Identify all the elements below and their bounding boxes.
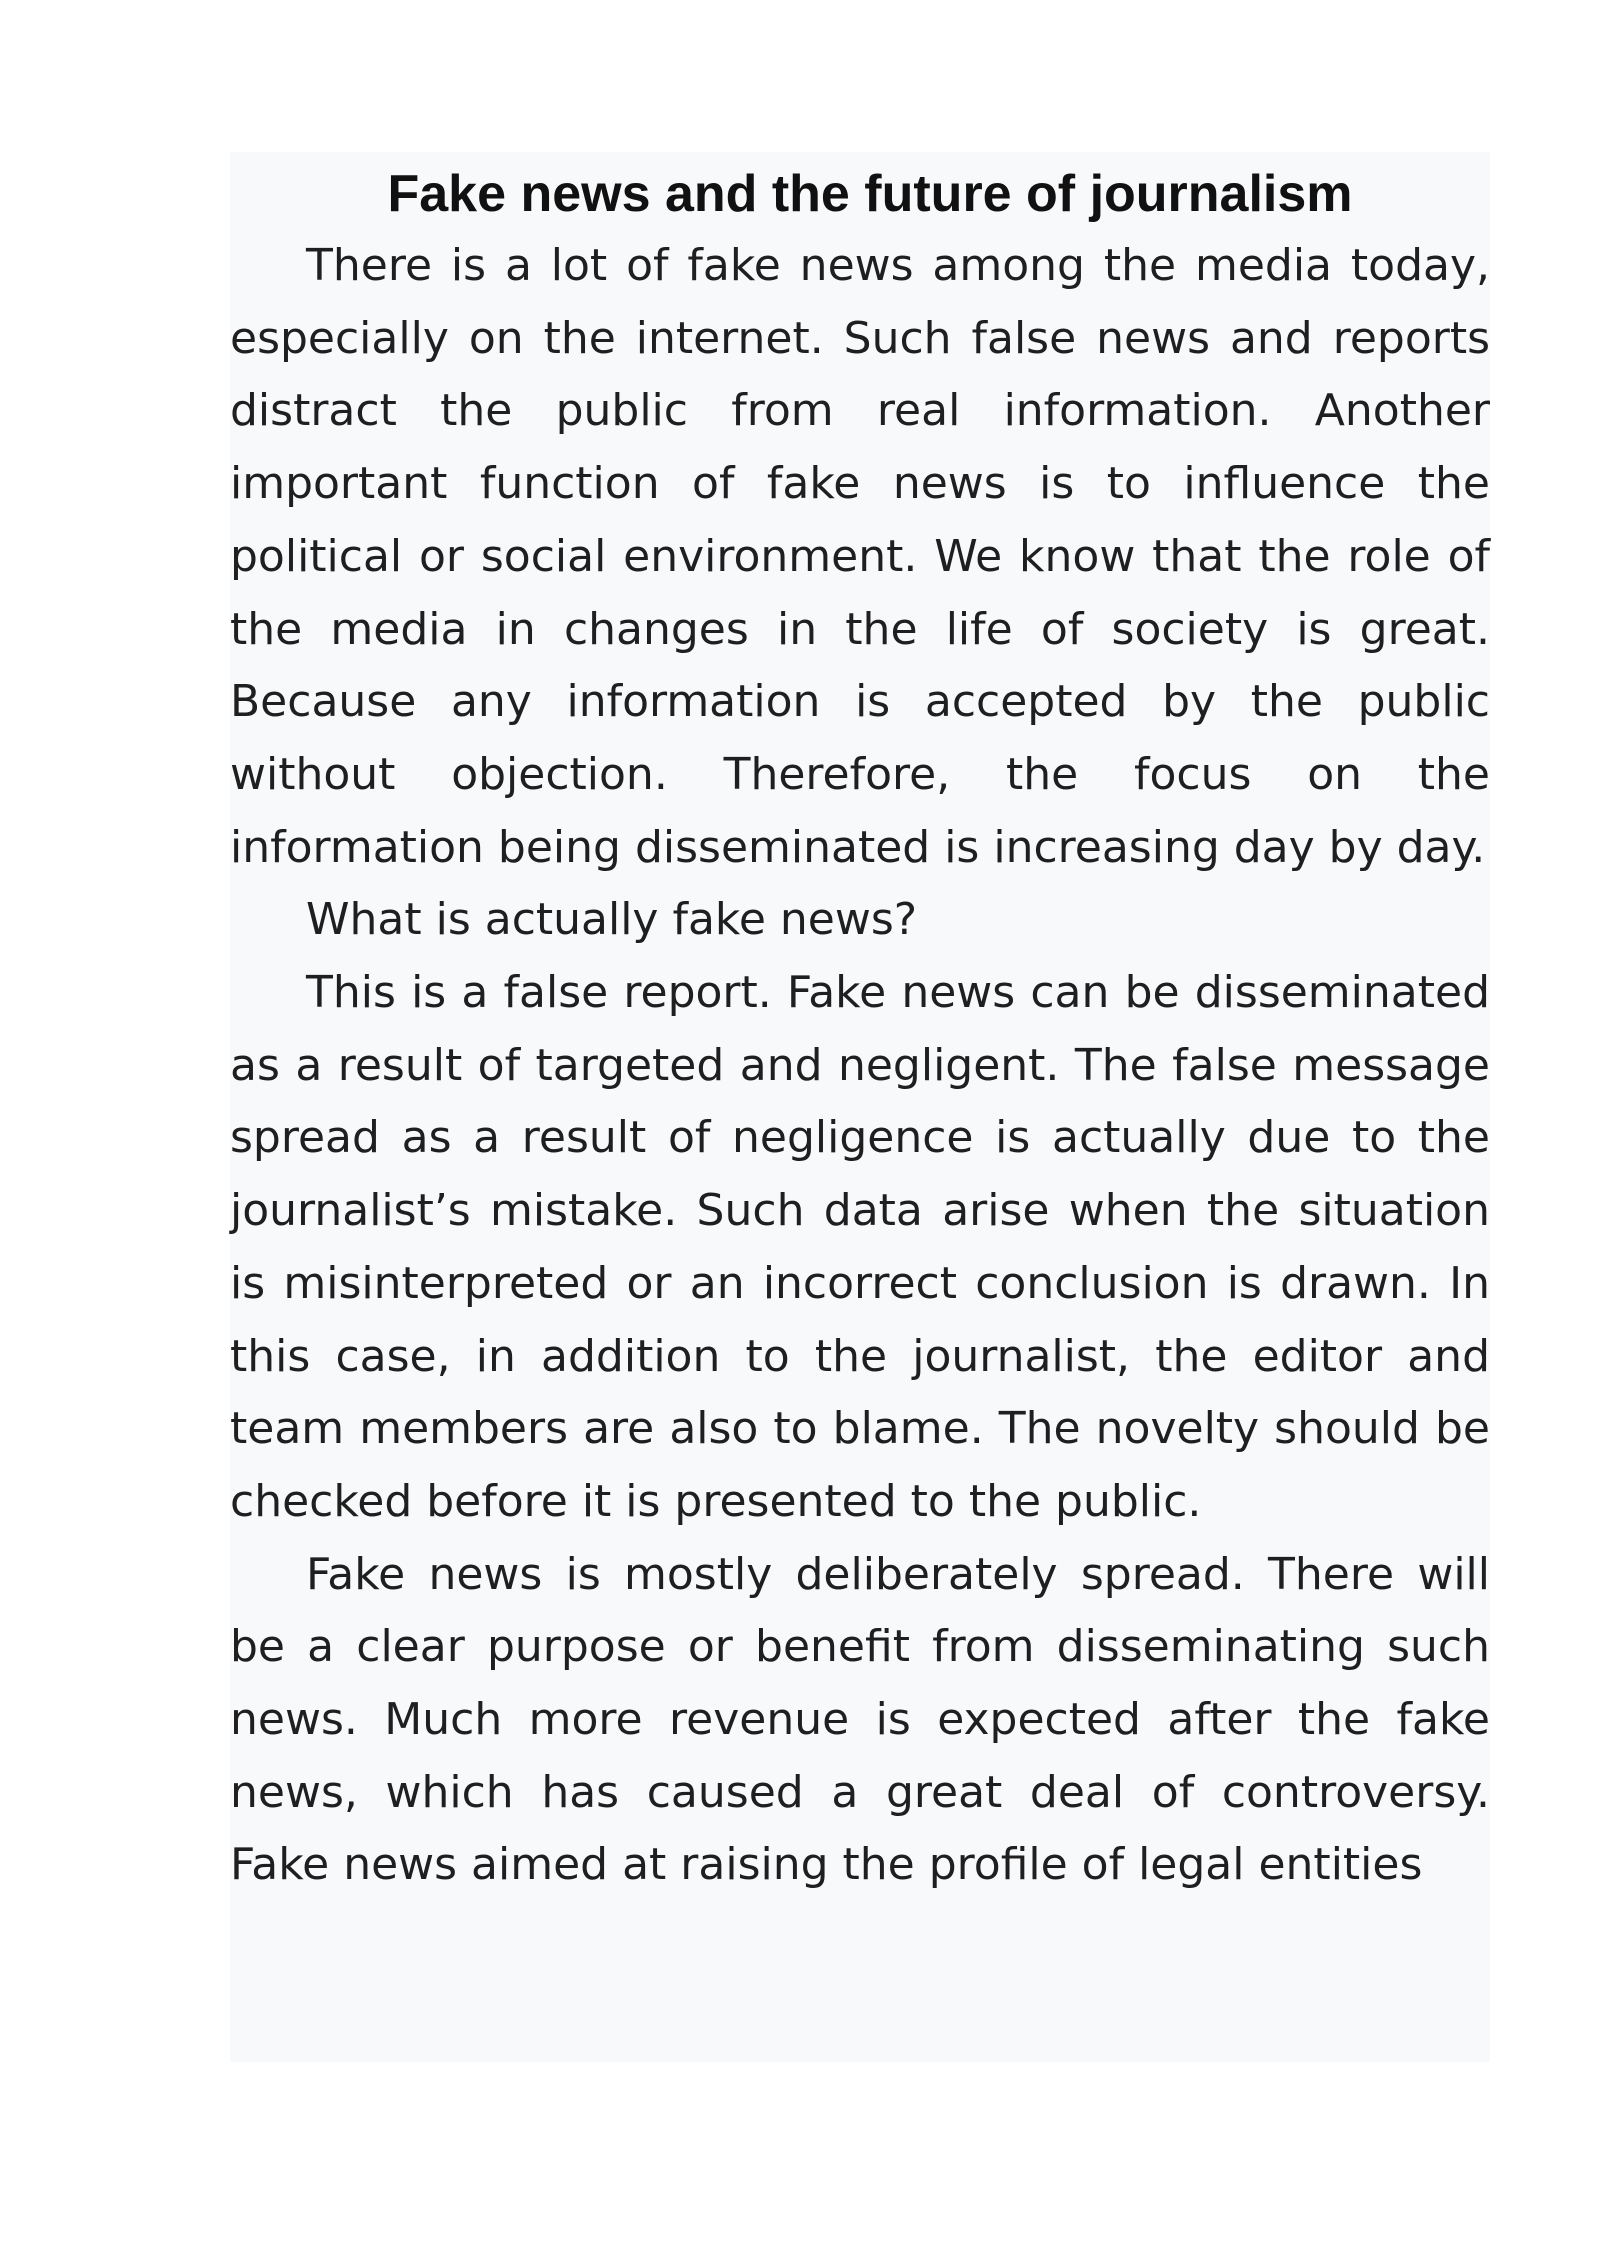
paragraph-question: What is actually fake news? bbox=[306, 894, 918, 946]
paragraph-deliberate: Fake news is mostly deliberately spread. There will be a clear purpose or benefit from disseminating such news. Much more revenue is expected after the fake news, which has caused a great deal of controversy. Fake news aimed at raising the profile of legal entities bbox=[230, 1548, 1490, 1891]
paragraph-definition: This is a false report. Fake news can be disseminated as a result of targeted and negligent. The false message spread as a result of negligence is actually due to the journalist’s mistake. Such data arise when the situation is misinterpreted or an incorrect conclusion is drawn. In this case, in addition to the journalist, the editor and team members are also to blame. The novelty should be checked before it is presented to the public. bbox=[230, 967, 1490, 1527]
document-title: Fake news and the future of journalism bbox=[387, 165, 1353, 223]
paragraph-intro: There is a lot of fake news among the media today, especially on the internet. Such false news and reports distract the public from real information. Another important function of fake news is to influence the political or social environment. We know that the role of the media in changes in the life of society is great. Because any information is accepted by the public without objection. Therefore, the focus on the information being disseminated is increasing day by day. bbox=[230, 240, 1490, 873]
document-body bbox=[230, 158, 1490, 1902]
